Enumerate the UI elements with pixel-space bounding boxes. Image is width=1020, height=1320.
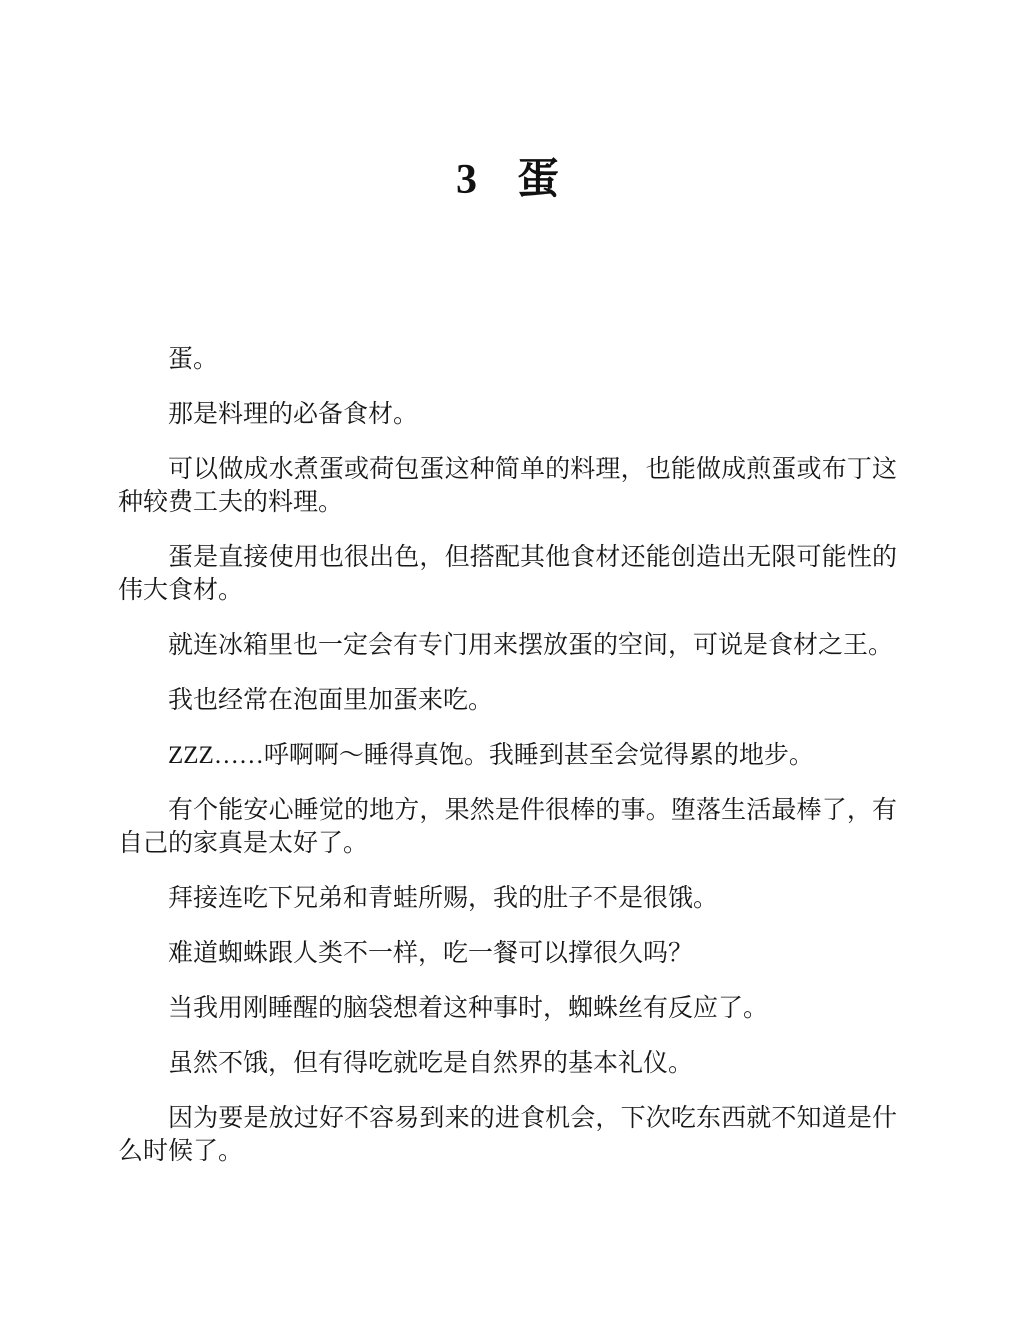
- chapter-title: 蛋: [516, 157, 559, 203]
- paragraph: ZZZ……呼啊啊～睡得真饱。我睡到甚至会觉得累的地步。: [168, 742, 814, 769]
- paragraph: 我也经常在泡面里加蛋来吃。: [168, 687, 494, 714]
- chapter-number: 3: [455, 157, 477, 203]
- paragraph: 那是料理的必备食材。: [168, 401, 419, 428]
- paragraph: 当我用刚睡醒的脑袋想着这种事时，蜘蛛丝有反应了。: [168, 995, 769, 1022]
- paragraph: 虽然不饿，但有得吃就吃是自然界的基本礼仪。: [168, 1050, 694, 1077]
- chapter-body: [118, 343, 897, 1168]
- paragraph: 蛋。: [168, 346, 219, 373]
- paragraph: 拜接连吃下兄弟和青蛙所赐，我的肚子不是很饿。: [168, 885, 719, 912]
- paragraph: 难道蜘蛛跟人类不一样，吃一餐可以撑很久吗？: [168, 940, 694, 967]
- paragraph: 可以做成水煮蛋或荷包蛋这种简单的料理，也能做成煎蛋或布丁这种较费工夫的料理。: [118, 456, 897, 516]
- paragraph: 就连冰箱里也一定会有专门用来摆放蛋的空间，可说是食材之王。: [168, 632, 894, 659]
- paragraph: 因为要是放过好不容易到来的进食机会，下次吃东西就不知道是什么时候了。: [118, 1105, 897, 1165]
- chapter-heading: [118, 155, 897, 205]
- paragraph: 有个能安心睡觉的地方，果然是件很棒的事。堕落生活最棒了，有自己的家真是太好了。: [118, 797, 897, 857]
- paragraph: 蛋是直接使用也很出色，但搭配其他食材还能创造出无限可能性的伟大食材。: [118, 544, 897, 604]
